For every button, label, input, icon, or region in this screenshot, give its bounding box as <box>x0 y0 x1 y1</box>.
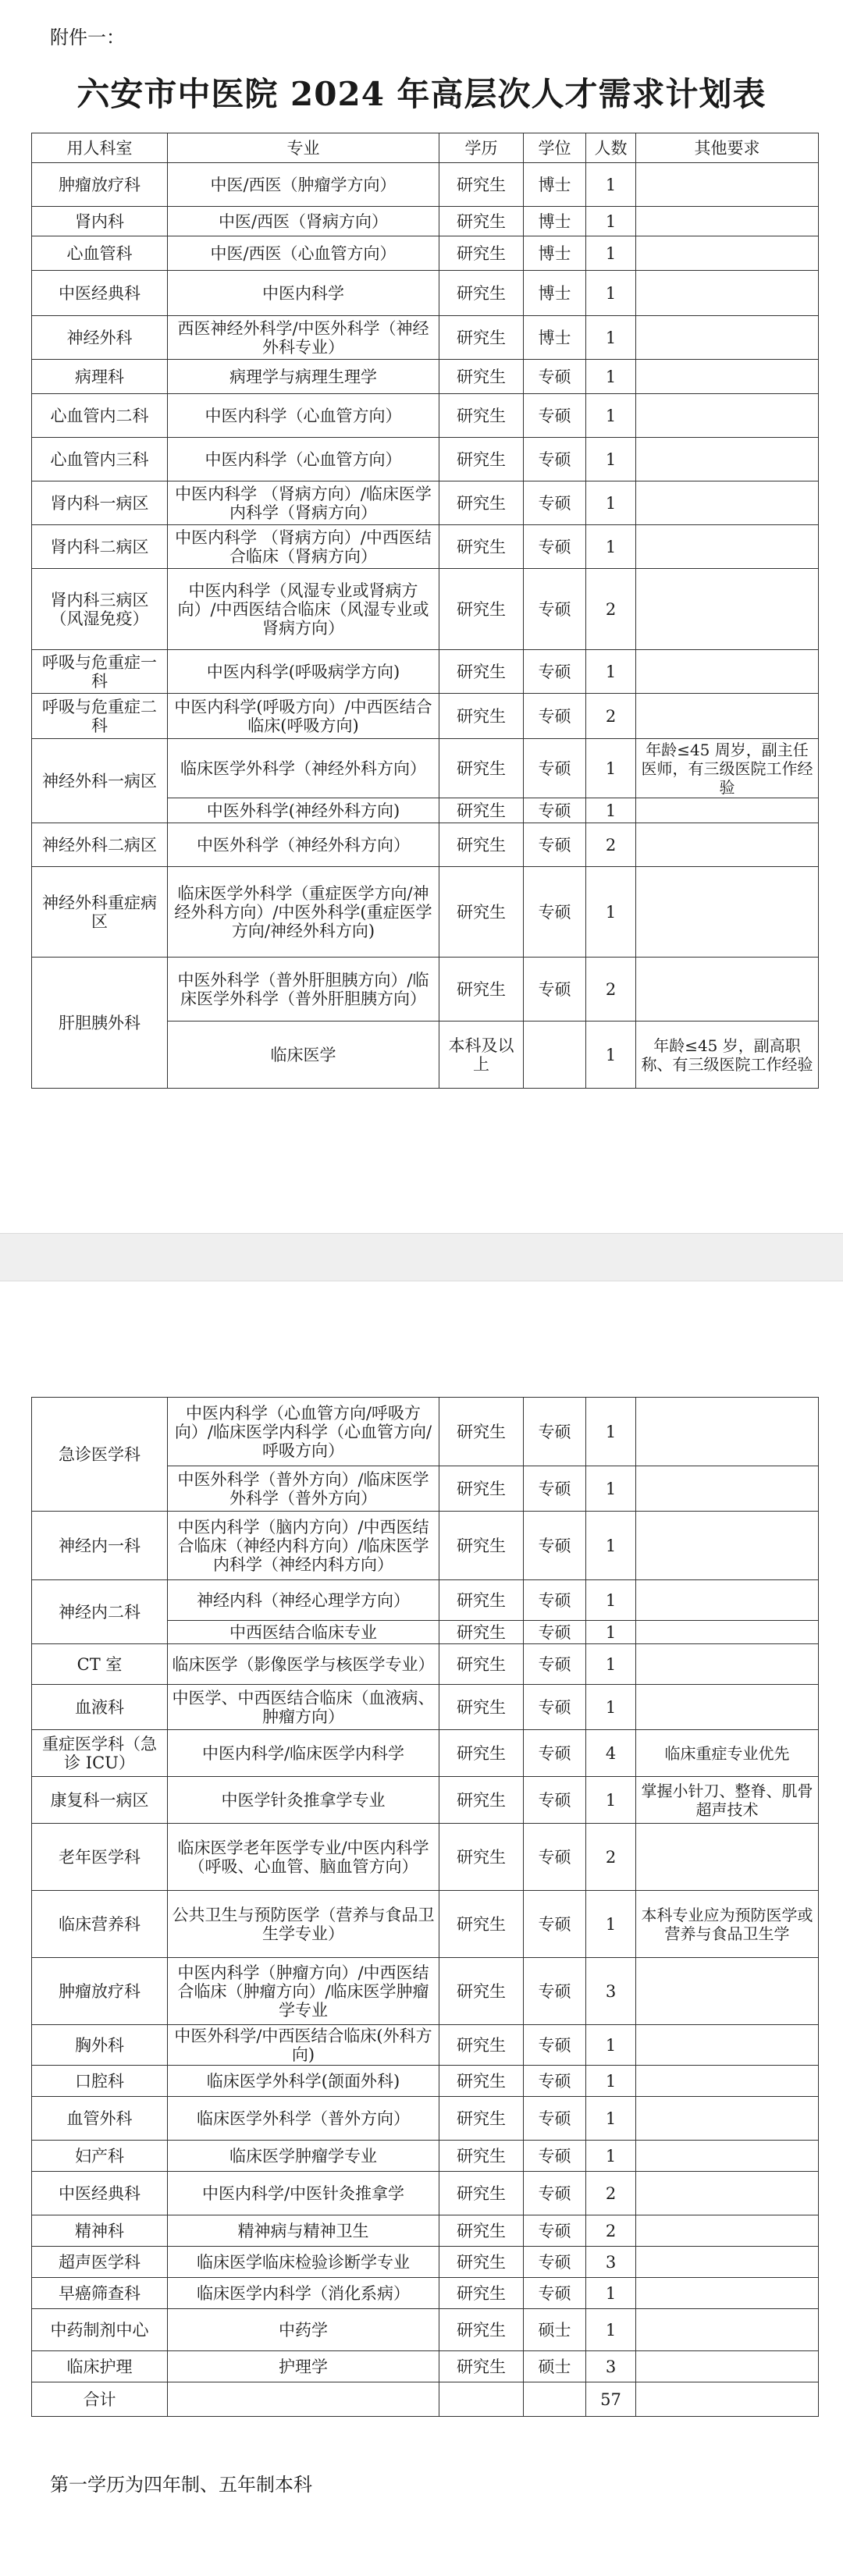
department-cell: 肿瘤放疗科 <box>32 1958 168 2025</box>
footnote: 第一学历为四年制、五年制本科 <box>50 2474 312 2496</box>
table-row <box>32 1730 819 1777</box>
count-cell: 1 <box>586 650 636 694</box>
table-row <box>32 2351 819 2382</box>
major-cell: 中医内科学/临床医学内科学 <box>168 1730 439 1777</box>
total-count: 57 <box>586 2382 636 2417</box>
degree-cell: 专硕 <box>524 2278 586 2309</box>
education-cell: 研究生 <box>439 316 524 360</box>
degree-cell: 专硕 <box>524 1891 586 1958</box>
header-department: 用人科室 <box>32 133 168 163</box>
count-cell: 2 <box>586 2172 636 2215</box>
major-cell: 中医内科学 <box>168 271 439 316</box>
count-cell: 1 <box>586 360 636 394</box>
table-row <box>32 316 819 360</box>
department-cell: 临床护理 <box>32 2351 168 2382</box>
major-cell: 中医内科学(呼吸病学方向) <box>168 650 439 694</box>
total-row <box>32 2382 819 2417</box>
talent-plan-table-page2 <box>31 1397 819 2417</box>
table-row <box>32 2172 819 2215</box>
other-requirements-cell <box>636 271 819 316</box>
major-cell: 神经内科（神经心理学方向） <box>168 1580 439 1621</box>
department-cell: 神经内二科 <box>32 1580 168 1644</box>
education-cell: 研究生 <box>439 1621 524 1644</box>
education-cell: 研究生 <box>439 360 524 394</box>
table-row <box>32 271 819 316</box>
degree-cell: 专硕 <box>524 1824 586 1891</box>
table-row <box>32 360 819 394</box>
education-cell: 研究生 <box>439 739 524 798</box>
table-row <box>32 739 819 798</box>
degree-cell: 专硕 <box>524 867 586 958</box>
other-requirements-cell: 年龄≤45 周岁，副主任医师，有三级医院工作经验 <box>636 739 819 798</box>
education-cell: 研究生 <box>439 525 524 569</box>
table-row <box>32 2025 819 2066</box>
department-cell: 肾内科一病区 <box>32 481 168 525</box>
major-cell: 中医内科学/中医针灸推拿学 <box>168 2172 439 2215</box>
count-cell: 1 <box>586 1644 636 1685</box>
other-requirements-cell <box>636 1958 819 2025</box>
major-cell: 中医外科学（普外方向）/临床医学外科学（普外方向） <box>168 1466 439 1512</box>
degree-cell: 专硕 <box>524 798 586 823</box>
attachment-label: 附件一： <box>50 27 125 48</box>
degree-cell: 专硕 <box>524 2215 586 2247</box>
degree-cell: 专硕 <box>524 525 586 569</box>
major-cell: 临床医学（影像医学与核医学专业） <box>168 1644 439 1685</box>
education-cell: 研究生 <box>439 650 524 694</box>
other-requirements-cell <box>636 2172 819 2215</box>
count-cell: 1 <box>586 163 636 207</box>
count-cell: 1 <box>586 1466 636 1512</box>
education-cell: 研究生 <box>439 207 524 236</box>
other-requirements-cell <box>636 525 819 569</box>
other-requirements-cell <box>636 2247 819 2278</box>
other-requirements-cell <box>636 867 819 958</box>
degree-cell: 专硕 <box>524 1466 586 1512</box>
major-cell: 中医内科学（脑内方向）/中西医结合临床（神经内科方向）/临床医学内科学（神经内科方向） <box>168 1512 439 1580</box>
major-cell: 中医外科学/中西医结合临床(外科方向) <box>168 2025 439 2066</box>
other-requirements-cell <box>636 236 819 271</box>
count-cell: 1 <box>586 525 636 569</box>
table-row <box>32 236 819 271</box>
count-cell: 1 <box>586 1580 636 1621</box>
major-cell: 中医内科学（心血管方向） <box>168 394 439 438</box>
department-cell: 神经外科二病区 <box>32 823 168 867</box>
table-row <box>32 2141 819 2172</box>
count-cell: 1 <box>586 1512 636 1580</box>
degree-cell: 专硕 <box>524 2066 586 2097</box>
other-requirements-cell <box>636 958 819 1022</box>
department-cell: 老年医学科 <box>32 1824 168 1891</box>
other-requirements-cell <box>636 2215 819 2247</box>
other-requirements-cell <box>636 1621 819 1644</box>
education-cell: 研究生 <box>439 1958 524 2025</box>
degree-cell: 博士 <box>524 236 586 271</box>
education-cell: 研究生 <box>439 1512 524 1580</box>
table-row <box>32 1580 819 1621</box>
department-cell: 肾内科二病区 <box>32 525 168 569</box>
other-requirements-cell <box>636 1824 819 1891</box>
count-cell: 1 <box>586 2141 636 2172</box>
education-cell: 研究生 <box>439 2172 524 2215</box>
education-cell: 研究生 <box>439 2066 524 2097</box>
department-cell: 血液科 <box>32 1685 168 1730</box>
degree-cell: 专硕 <box>524 739 586 798</box>
header-degree: 学位 <box>524 133 586 163</box>
education-cell: 研究生 <box>439 1891 524 1958</box>
education-cell: 研究生 <box>439 271 524 316</box>
table-row <box>32 2066 819 2097</box>
department-cell: 中药制剂中心 <box>32 2309 168 2351</box>
other-requirements-cell <box>636 2351 819 2382</box>
page-break <box>0 1233 843 1281</box>
count-cell: 2 <box>586 823 636 867</box>
degree-cell: 专硕 <box>524 2025 586 2066</box>
page-title: 六安市中医院 2024 年高层次人才需求计划表 <box>76 75 767 113</box>
degree-cell: 专硕 <box>524 2247 586 2278</box>
education-cell: 研究生 <box>439 1398 524 1466</box>
major-cell: 中医外科学(神经外科方向) <box>168 798 439 823</box>
table-row <box>32 1398 819 1466</box>
department-cell: 神经内一科 <box>32 1512 168 1580</box>
major-cell: 中医/西医（肾病方向） <box>168 207 439 236</box>
major-cell: 中医内科学 （肾病方向）/临床医学内科学（肾病方向） <box>168 481 439 525</box>
education-cell: 研究生 <box>439 2141 524 2172</box>
table-row <box>32 2309 819 2351</box>
education-cell: 研究生 <box>439 2025 524 2066</box>
major-cell: 中医学、中西医结合临床（血液病、肿瘤方向） <box>168 1685 439 1730</box>
degree-cell: 博士 <box>524 207 586 236</box>
department-cell: 口腔科 <box>32 2066 168 2097</box>
department-cell: 肾内科三病区（风湿免疫） <box>32 569 168 650</box>
education-cell: 研究生 <box>439 1685 524 1730</box>
table-row <box>32 1824 819 1891</box>
department-cell: 重症医学科（急诊 ICU） <box>32 1730 168 1777</box>
education-cell: 本科及以上 <box>439 1022 524 1089</box>
count-cell: 1 <box>586 1022 636 1089</box>
table-row <box>32 1644 819 1685</box>
table-row <box>32 1958 819 2025</box>
other-requirements-cell <box>636 207 819 236</box>
table-row <box>32 481 819 525</box>
count-cell: 1 <box>586 739 636 798</box>
major-cell: 临床医学老年医学专业/中医内科学（呼吸、心血管、脑血管方向） <box>168 1824 439 1891</box>
other-requirements-cell <box>636 1512 819 1580</box>
degree-cell: 专硕 <box>524 394 586 438</box>
other-requirements-cell <box>636 2066 819 2097</box>
education-cell: 研究生 <box>439 2309 524 2351</box>
degree-cell: 专硕 <box>524 2097 586 2141</box>
count-cell: 1 <box>586 1685 636 1730</box>
table-row <box>32 958 819 1022</box>
header-education: 学历 <box>439 133 524 163</box>
table-row <box>32 823 819 867</box>
other-requirements-cell <box>636 694 819 739</box>
education-cell: 研究生 <box>439 1644 524 1685</box>
degree-cell: 专硕 <box>524 1644 586 1685</box>
table-row <box>32 694 819 739</box>
department-cell: 呼吸与危重症一科 <box>32 650 168 694</box>
count-cell: 1 <box>586 1777 636 1824</box>
education-cell: 研究生 <box>439 867 524 958</box>
department-cell: 康复科一病区 <box>32 1777 168 1824</box>
major-cell: 临床医学外科学（重症医学方向/神经外科方向）/中医外科学(重症医学方向/神经外科方向) <box>168 867 439 958</box>
major-cell: 西医神经外科学/中医外科学（神经外科专业） <box>168 316 439 360</box>
major-cell: 临床医学外科学（普外方向） <box>168 2097 439 2141</box>
degree-cell: 专硕 <box>524 958 586 1022</box>
education-cell: 研究生 <box>439 1580 524 1621</box>
other-requirements-cell <box>636 163 819 207</box>
education-cell: 研究生 <box>439 438 524 481</box>
major-cell: 临床医学临床检验诊断学专业 <box>168 2247 439 2278</box>
degree-cell: 博士 <box>524 316 586 360</box>
table-row <box>32 207 819 236</box>
count-cell: 2 <box>586 958 636 1022</box>
degree-cell: 专硕 <box>524 1958 586 2025</box>
count-cell: 2 <box>586 694 636 739</box>
total-label: 合计 <box>32 2382 168 2417</box>
table-row <box>32 2215 819 2247</box>
degree-cell: 专硕 <box>524 1730 586 1777</box>
education-cell: 研究生 <box>439 236 524 271</box>
education-cell: 研究生 <box>439 569 524 650</box>
other-requirements-cell: 年龄≤45 岁，副高职称、有三级医院工作经验 <box>636 1022 819 1089</box>
department-cell: 中医经典科 <box>32 271 168 316</box>
major-cell: 病理学与病理生理学 <box>168 360 439 394</box>
other-requirements-cell <box>636 1644 819 1685</box>
department-cell: CT 室 <box>32 1644 168 1685</box>
education-cell: 研究生 <box>439 2097 524 2141</box>
count-cell: 1 <box>586 2097 636 2141</box>
table-row <box>32 525 819 569</box>
major-cell: 临床医学外科学(颌面外科) <box>168 2066 439 2097</box>
degree-cell: 硕士 <box>524 2309 586 2351</box>
department-cell: 心血管内二科 <box>32 394 168 438</box>
degree-cell: 专硕 <box>524 650 586 694</box>
other-requirements-cell <box>636 2141 819 2172</box>
major-cell: 临床医学肿瘤学专业 <box>168 2141 439 2172</box>
major-cell: 中医内科学（心血管方向） <box>168 438 439 481</box>
degree-cell: 博士 <box>524 271 586 316</box>
count-cell: 2 <box>586 569 636 650</box>
education-cell: 研究生 <box>439 2215 524 2247</box>
department-cell: 肝胆胰外科 <box>32 958 168 1089</box>
count-cell: 1 <box>586 2278 636 2309</box>
department-cell: 病理科 <box>32 360 168 394</box>
degree-cell: 专硕 <box>524 481 586 525</box>
department-cell: 急诊医学科 <box>32 1398 168 1512</box>
count-cell: 1 <box>586 1621 636 1644</box>
major-cell: 中医/西医（心血管方向） <box>168 236 439 271</box>
table-row <box>32 163 819 207</box>
major-cell: 中医学针灸推拿学专业 <box>168 1777 439 1824</box>
other-requirements-cell <box>636 1398 819 1466</box>
degree-cell: 专硕 <box>524 1580 586 1621</box>
other-requirements-cell <box>636 394 819 438</box>
other-requirements-cell <box>636 650 819 694</box>
department-cell: 神经外科一病区 <box>32 739 168 823</box>
other-requirements-cell <box>636 2097 819 2141</box>
degree-cell: 专硕 <box>524 1512 586 1580</box>
table-row <box>32 394 819 438</box>
other-requirements-cell <box>636 1685 819 1730</box>
table-row <box>32 2278 819 2309</box>
education-cell: 研究生 <box>439 958 524 1022</box>
education-cell: 研究生 <box>439 1777 524 1824</box>
department-cell: 血管外科 <box>32 2097 168 2141</box>
education-cell: 研究生 <box>439 1466 524 1512</box>
table-row <box>32 2247 819 2278</box>
degree-cell <box>524 1022 586 1089</box>
department-cell: 心血管科 <box>32 236 168 271</box>
count-cell: 1 <box>586 867 636 958</box>
degree-cell: 专硕 <box>524 1685 586 1730</box>
total-empty-cell <box>439 2382 524 2417</box>
count-cell: 1 <box>586 481 636 525</box>
degree-cell: 专硕 <box>524 2141 586 2172</box>
count-cell: 1 <box>586 207 636 236</box>
degree-cell: 专硕 <box>524 2172 586 2215</box>
table-row <box>32 1891 819 1958</box>
department-cell: 中医经典科 <box>32 2172 168 2215</box>
header-count: 人数 <box>586 133 636 163</box>
count-cell: 1 <box>586 1891 636 1958</box>
count-cell: 4 <box>586 1730 636 1777</box>
degree-cell: 专硕 <box>524 1621 586 1644</box>
education-cell: 研究生 <box>439 694 524 739</box>
count-cell: 1 <box>586 236 636 271</box>
degree-cell: 专硕 <box>524 1398 586 1466</box>
department-cell: 神经外科重症病区 <box>32 867 168 958</box>
other-requirements-cell <box>636 2309 819 2351</box>
major-cell: 中医外科学（神经外科方向） <box>168 823 439 867</box>
education-cell: 研究生 <box>439 481 524 525</box>
count-cell: 2 <box>586 2215 636 2247</box>
count-cell: 1 <box>586 798 636 823</box>
count-cell: 1 <box>586 2066 636 2097</box>
table-row <box>32 1777 819 1824</box>
degree-cell: 专硕 <box>524 360 586 394</box>
count-cell: 1 <box>586 438 636 481</box>
department-cell: 精神科 <box>32 2215 168 2247</box>
degree-cell: 专硕 <box>524 438 586 481</box>
major-cell: 临床医学 <box>168 1022 439 1089</box>
header-other-requirements: 其他要求 <box>636 133 819 163</box>
table-row <box>32 2097 819 2141</box>
department-cell: 早癌筛查科 <box>32 2278 168 2309</box>
degree-cell: 硕士 <box>524 2351 586 2382</box>
other-requirements-cell <box>636 438 819 481</box>
education-cell: 研究生 <box>439 2247 524 2278</box>
table-row <box>32 867 819 958</box>
department-cell: 肿瘤放疗科 <box>32 163 168 207</box>
count-cell: 1 <box>586 394 636 438</box>
talent-plan-table-page1 <box>31 133 819 1089</box>
education-cell: 研究生 <box>439 2278 524 2309</box>
other-requirements-cell: 临床重症专业优先 <box>636 1730 819 1777</box>
count-cell: 3 <box>586 2247 636 2278</box>
degree-cell: 博士 <box>524 163 586 207</box>
department-cell: 肾内科 <box>32 207 168 236</box>
department-cell: 心血管内三科 <box>32 438 168 481</box>
other-requirements-cell <box>636 798 819 823</box>
department-cell: 神经外科 <box>32 316 168 360</box>
other-requirements-cell <box>636 360 819 394</box>
major-cell: 中医内科学(呼吸方向）/中西医结合临床(呼吸方向) <box>168 694 439 739</box>
other-requirements-cell <box>636 2278 819 2309</box>
other-requirements-cell <box>636 569 819 650</box>
major-cell: 中医/西医（肿瘤学方向） <box>168 163 439 207</box>
major-cell: 中医内科学 （肾病方向）/中西医结合临床（肾病方向） <box>168 525 439 569</box>
table-row <box>32 1512 819 1580</box>
education-cell: 研究生 <box>439 1824 524 1891</box>
education-cell: 研究生 <box>439 798 524 823</box>
major-cell: 中医内科学（肿瘤方向）/中西医结合临床（肿瘤方向）/临床医学肿瘤学专业 <box>168 1958 439 2025</box>
header-major: 专业 <box>168 133 439 163</box>
count-cell: 1 <box>586 271 636 316</box>
table-row <box>32 569 819 650</box>
degree-cell: 专硕 <box>524 1777 586 1824</box>
major-cell: 临床医学内科学（消化系病） <box>168 2278 439 2309</box>
other-requirements-cell <box>636 481 819 525</box>
degree-cell: 专硕 <box>524 694 586 739</box>
total-empty-cell <box>524 2382 586 2417</box>
other-requirements-cell <box>636 823 819 867</box>
total-empty-cell <box>636 2382 819 2417</box>
department-cell: 超声医学科 <box>32 2247 168 2278</box>
count-cell: 3 <box>586 1958 636 2025</box>
table-row <box>32 1685 819 1730</box>
other-requirements-cell: 掌握小针刀、整脊、肌骨超声技术 <box>636 1777 819 1824</box>
major-cell: 中西医结合临床专业 <box>168 1621 439 1644</box>
count-cell: 1 <box>586 2025 636 2066</box>
major-cell: 中医内科学（心血管方向/呼吸方向）/临床医学内科学（心血管方向/呼吸方向） <box>168 1398 439 1466</box>
education-cell: 研究生 <box>439 2351 524 2382</box>
count-cell: 1 <box>586 1398 636 1466</box>
education-cell: 研究生 <box>439 823 524 867</box>
table-row <box>32 438 819 481</box>
table-row <box>32 650 819 694</box>
education-cell: 研究生 <box>439 1730 524 1777</box>
department-cell: 呼吸与危重症二科 <box>32 694 168 739</box>
count-cell: 3 <box>586 2351 636 2382</box>
education-cell: 研究生 <box>439 163 524 207</box>
other-requirements-cell <box>636 316 819 360</box>
count-cell: 1 <box>586 2309 636 2351</box>
department-cell: 妇产科 <box>32 2141 168 2172</box>
count-cell: 1 <box>586 316 636 360</box>
major-cell: 公共卫生与预防医学（营养与食品卫生学专业） <box>168 1891 439 1958</box>
degree-cell: 专硕 <box>524 823 586 867</box>
total-empty-cell <box>168 2382 439 2417</box>
degree-cell: 专硕 <box>524 569 586 650</box>
major-cell: 精神病与精神卫生 <box>168 2215 439 2247</box>
other-requirements-cell <box>636 2025 819 2066</box>
major-cell: 护理学 <box>168 2351 439 2382</box>
major-cell: 临床医学外科学（神经外科方向） <box>168 739 439 798</box>
other-requirements-cell <box>636 1466 819 1512</box>
major-cell: 中医内科学（风湿专业或肾病方向）/中西医结合临床（风湿专业或肾病方向） <box>168 569 439 650</box>
major-cell: 中药学 <box>168 2309 439 2351</box>
count-cell: 2 <box>586 1824 636 1891</box>
other-requirements-cell <box>636 1580 819 1621</box>
other-requirements-cell: 本科专业应为预防医学或营养与食品卫生学 <box>636 1891 819 1958</box>
major-cell: 中医外科学（普外肝胆胰方向）/临床医学外科学（普外肝胆胰方向） <box>168 958 439 1022</box>
department-cell: 胸外科 <box>32 2025 168 2066</box>
department-cell: 临床营养科 <box>32 1891 168 1958</box>
education-cell: 研究生 <box>439 394 524 438</box>
